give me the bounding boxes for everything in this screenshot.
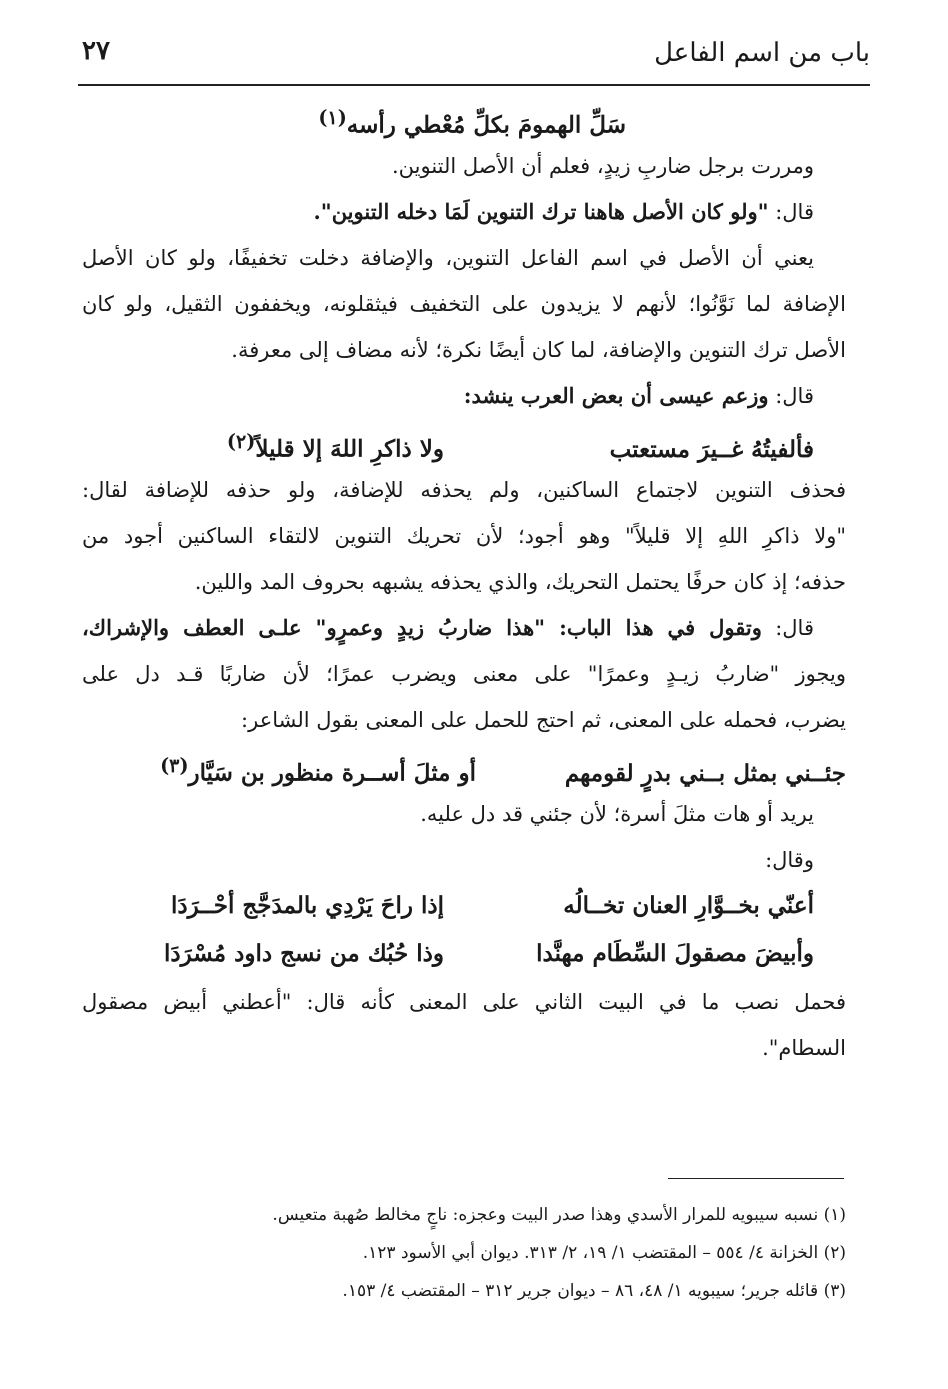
footnote-ref: (١) (318, 106, 347, 129)
paragraph-line: السطام". (762, 1036, 846, 1060)
verse-right-hemistich: فألفيتُهُ غــيرَ مستعتب (609, 435, 814, 463)
verse-left-hemistich (54, 419, 444, 473)
quote-line (82, 605, 846, 651)
paragraph-line: يضرب، فحمله على المعنى، ثم احتج للحمل على المعنى بقول الشاعر: (241, 708, 846, 732)
footnotes (90, 1196, 846, 1310)
quote-prefix: قال: (768, 384, 814, 408)
footnote: (٣) قائله جرير؛ سيبويه ١/ ٤٨، ٨٦ – ديوان جرير ٣١٢ – المقتضب ٤/ ١٥٣. (342, 1281, 846, 1301)
verse-left-hemistich: وذا حُبُك من نسج داود مُسْرَدَا (163, 940, 444, 967)
footnote-separator (668, 1178, 844, 1179)
quote-prefix: قال: (761, 616, 814, 640)
page-header (78, 30, 870, 80)
paragraph-line: "ولا ذاكرِ اللهِ إلا قليلاً" وهو أجود؛ لأن تحريك التنوين لالتقاء الساكنين أجود من (82, 524, 846, 548)
verse-left-text: ولا ذاكرِ اللهَ إلا قليلاً (255, 435, 444, 463)
quote-prefix: قال: (768, 200, 814, 224)
paragraph-line: حذفه؛ إذ كان حرفًا يحتمل التحريك، والذي يحذفه يشبهه بحروف المد واللين. (194, 570, 846, 594)
footnote: (٢) الخزانة ٤/ ٥٥٤ – المقتضب ١/ ١٩، ٢/ ٣١٣. ديوان أبي الأسود ١٢٣. (362, 1243, 846, 1263)
running-title: باب من اسم الفاعل (654, 38, 870, 68)
quote-line (82, 189, 846, 235)
verse-right-hemistich: أعنّي بخــوَّارِ العنان تخــالُه (563, 892, 814, 919)
verse-right-hemistich: وأبيضَ مصقولَ السِّطَام مهنَّدا (536, 940, 814, 967)
quote-text: وزعم عيسى أن بعض العرب ينشد: (463, 383, 769, 408)
paragraph-line: يعني أن الأصل في اسم الفاعل التنوين، والإضافة دخلت تخفيفًا، ولو كان الأصل (82, 246, 814, 270)
paragraph-line: الإضافة لما نَوَّنُوا؛ لأنهم لا يزيدون على التخفيف فيثقلونه، ويخففون الثقيل، ولو كان (82, 292, 846, 316)
main-text (82, 95, 846, 1071)
paragraph-line: فحذف التنوين لاجتماع الساكنين، ولم يحذفه للإضافة، ولو حذفه للإضافة لقال: (82, 478, 846, 502)
paragraph-line: ومررت برجل ضاربِ زيدٍ، فعلم أن الأصل التنوين. (391, 154, 814, 178)
paragraph-line: الأصل ترك التنوين والإضافة، لما كان أيضًا نكرة؛ لأنه مضاف إلى معرفة. (231, 338, 846, 362)
quote-line (82, 373, 846, 419)
footnote: (١) نسبه سيبويه للمرار الأسدي وهذا صدر البيت وعجزه: ناجٍ مخالط صُهبة متعيس. (272, 1205, 846, 1225)
paragraph-line: ويجوز "ضاربُ زيـدٍ وعمرًا" على معنى ويضرب عمرًا؛ لأن ضاربًا قـد دل على (82, 662, 846, 686)
quote-text: "ولو كان الأصل هاهنا ترك التنوين لَمَا دخله التنوين". (313, 199, 769, 224)
footnote-ref: (٣) (160, 754, 189, 777)
verse-line (82, 883, 846, 931)
footnote-ref: (٢) (226, 430, 256, 453)
verse-line (82, 931, 846, 979)
verse-left-text: أو مثلَ أســرة منظور بن سَيَّار (188, 759, 476, 787)
header-rule (78, 84, 870, 86)
verse-right-hemistich: جئــني بمثل بــني بدرٍ لقومهم (564, 759, 846, 787)
verse-hemistich: سَلِّ الهمومَ بكلِّ مُعْطي رأسه (346, 111, 626, 139)
quote-text: وتقول في هذا الباب: "هذا ضاربُ زيدٍ وعمرٍو" علـى العطف والإشراك، (82, 615, 762, 640)
paragraph-line: يريد أو هات مثلَ أسرة؛ لأن جئني قد دل عليه. (420, 802, 814, 826)
verse-left-hemistich: إذا راحَ يَرْدِي بالمدَجَّج أحْــرَدَا (171, 892, 444, 919)
page-number: ٢٧ (82, 36, 110, 66)
paragraph-line: وقال: (765, 848, 814, 872)
verse-line (82, 743, 846, 791)
verse-line (82, 419, 846, 467)
paragraph-line: فحمل نصب ما في البيت الثاني على المعنى كأنه قال: "أعطني أبيض مصقول (82, 990, 846, 1014)
verse-hemistich-line (82, 95, 846, 143)
verse-left-hemistich (86, 743, 476, 797)
